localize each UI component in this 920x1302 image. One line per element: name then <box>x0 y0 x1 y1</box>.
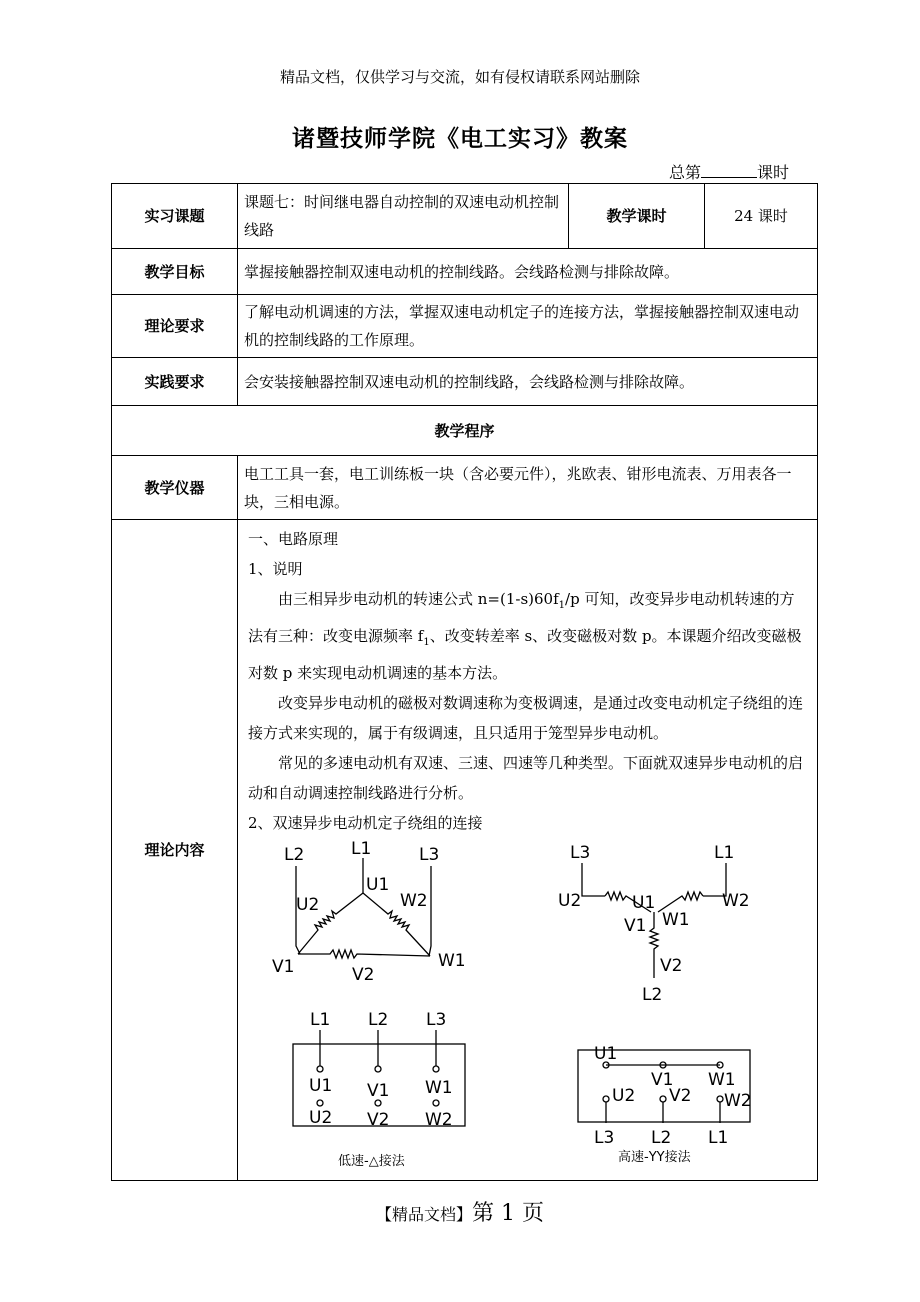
low-box-mid-1: V1 <box>367 1081 390 1101</box>
high-box-mid-1: V2 <box>669 1086 692 1106</box>
yy-label-v1: V1 <box>624 916 647 936</box>
topic-value: 课题七：时间继电器自动控制的双速电动机控制线路 <box>238 184 569 249</box>
delta-label-w2: W2 <box>400 891 428 911</box>
yy-label-l3: L3 <box>570 843 591 863</box>
theory-content-label: 理论内容 <box>112 520 238 1181</box>
delta-winding-bottom <box>298 950 430 958</box>
yy-label-u2: U2 <box>558 891 582 911</box>
row-topic <box>112 184 818 249</box>
theory-req-value: 了解电动机调速的方法，掌握双速电动机定子的连接方法，掌握接触器控制双速电动机的控制线路的工作原理。 <box>238 295 818 358</box>
p1-subscript-2: 1 <box>423 637 430 648</box>
yy-label-v2: V2 <box>660 956 683 976</box>
theory-req-label: 理论要求 <box>112 295 238 358</box>
delta-label-l1: L1 <box>351 839 372 859</box>
yy-winding-right <box>658 892 703 912</box>
delta-label-u2: U2 <box>296 895 320 915</box>
paragraph-multi-speed: 常见的多速电动机有双速、三速、四速等几种类型。下面就双速异步电动机的启动和自动调速控制线路进行分析。 <box>248 754 804 802</box>
high-box-bot-1: L2 <box>651 1128 672 1148</box>
watermark-notice: 精品文档，仅供学习与交流，如有侵权请联系网站删除 <box>279 68 640 86</box>
row-instrument <box>112 456 818 520</box>
high-box-mid-0: U2 <box>612 1086 636 1106</box>
footer-bracket: 【精品文档】 <box>376 1205 473 1224</box>
low-box-bot-0: U2 <box>309 1108 333 1128</box>
heading-circuit-principle: 一、电路原理 <box>248 530 339 548</box>
low-box-mid-0: U1 <box>309 1076 333 1096</box>
page-title: 诸暨技师学院《电工实习》教案 <box>292 125 628 152</box>
delta-label-v1: V1 <box>272 957 295 977</box>
low-box-leads <box>320 1030 436 1066</box>
teach-hours-value: 24 课时 <box>705 184 818 249</box>
lesson-plan-table <box>111 183 818 1181</box>
low-box-top-0: L1 <box>310 1010 331 1030</box>
delta-label-l3: L3 <box>419 845 440 865</box>
row-practice <box>112 358 818 406</box>
paragraph-speed-formula <box>248 584 809 688</box>
yy-label-l1: L1 <box>714 843 735 863</box>
high-box-top-1: V1 <box>651 1070 674 1090</box>
low-box-top-2: L3 <box>426 1010 447 1030</box>
practice-value: 会安装接触器控制双速电动机的控制线路，会线路检测与排除故障。 <box>238 358 818 406</box>
caption-high-speed: 高速-YY接法 <box>618 1150 691 1165</box>
paragraph-pole-change: 改变异步电动机的磁极对数调速称为变极调速，是通过改变电动机定子绕组的连接方式来实现的，属于有级调速，且只适用于笼型异步电动机。 <box>248 694 804 742</box>
high-box-mid-2: W2 <box>724 1091 752 1111</box>
high-box-bot-0: L3 <box>594 1128 615 1148</box>
yy-lead-l3 <box>582 863 605 896</box>
yy-label-w2: W2 <box>722 891 750 911</box>
goal-label: 教学目标 <box>112 249 238 295</box>
goal-value: 掌握接触器控制双速电动机的控制线路。会线路检测与排除故障。 <box>238 249 818 295</box>
teach-hours-label: 教学课时 <box>569 184 705 249</box>
delta-lead-l3 <box>429 866 431 956</box>
row-procedure <box>112 406 818 456</box>
winding-diagram-svg <box>248 838 808 1174</box>
row-goal <box>112 249 818 295</box>
caption-low-speed: 低速-△接法 <box>338 1154 405 1169</box>
delta-label-w1: W1 <box>438 951 466 971</box>
yy-label-u1: U1 <box>632 893 656 913</box>
high-box-top-0: U1 <box>594 1044 618 1064</box>
p1-part-a: 由三相异步电动机的转速公式 n=(1-s)60f <box>278 590 559 608</box>
page-footer <box>0 1196 920 1227</box>
footer-page-number: 第 1 页 <box>472 1201 544 1226</box>
row-theory-content <box>112 520 818 1181</box>
total-hours-blank <box>701 163 757 178</box>
topic-label: 实习课题 <box>112 184 238 249</box>
delta-label-u1: U1 <box>366 875 390 895</box>
yy-label-l2: L2 <box>642 985 663 1005</box>
instrument-label: 教学仪器 <box>112 456 238 520</box>
low-box-bot-1: V2 <box>367 1110 390 1130</box>
row-theory-req <box>112 295 818 358</box>
total-hours <box>669 160 789 183</box>
total-hours-prefix: 总第 <box>669 163 702 182</box>
yy-label-w1: W1 <box>662 910 690 930</box>
p1-part-b: /p 可知，改变异步电动机转速的方法有三种：改变电源频率 f <box>248 590 795 645</box>
high-box-top-2: W1 <box>708 1070 736 1090</box>
theory-content-cell <box>238 520 818 1181</box>
delta-label-l2: L2 <box>284 845 305 865</box>
low-box-mid-2: W1 <box>425 1078 453 1098</box>
heading-explanation: 1、说明 <box>248 560 303 578</box>
high-box-bot-2: L1 <box>708 1128 729 1148</box>
low-box-top-1: L2 <box>368 1010 389 1030</box>
instrument-value: 电工工具一套，电工训练板一块（含必要元件），兆欧表、钳形电流表、万用表各一块，三相电源。 <box>238 456 818 520</box>
heading-stator-connection: 2、双速异步电动机定子绕组的连接 <box>248 814 483 832</box>
winding-connection-diagram <box>248 838 808 1174</box>
p1-subscript: 1 <box>558 600 566 611</box>
procedure-header: 教学程序 <box>112 406 818 456</box>
delta-label-v2: V2 <box>352 965 375 985</box>
low-box-bot-2: W2 <box>425 1110 453 1130</box>
p1-part-c: 、改变转差率 s、改变磁极对数 p。本课题介绍改变磁极对数 p 来实现电动机调速的基本方法。 <box>248 627 802 682</box>
yy-winding-bottom <box>650 912 658 968</box>
practice-label: 实践要求 <box>112 358 238 406</box>
total-hours-suffix: 课时 <box>757 163 790 182</box>
